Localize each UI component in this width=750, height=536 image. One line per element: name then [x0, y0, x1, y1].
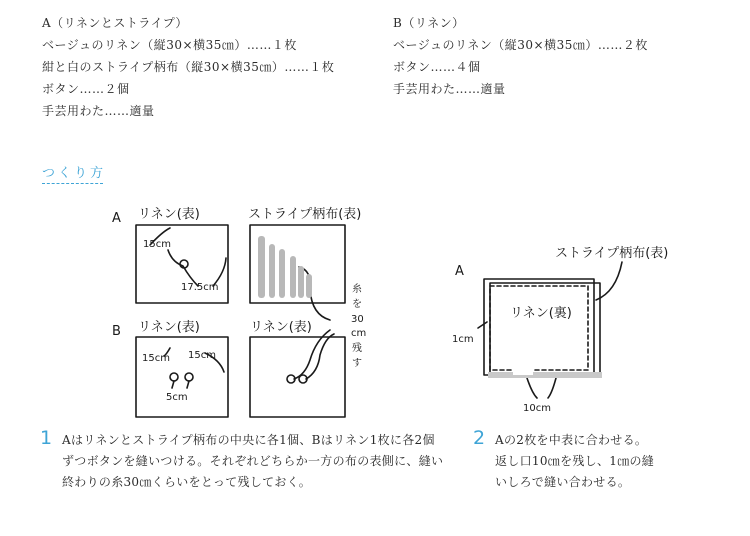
materials-a-item: ベージュのリネン（縦30×横35㎝）……１枚 — [42, 38, 297, 52]
thread-note: cm — [351, 328, 367, 339]
stripe-fabric-panel — [490, 283, 600, 373]
materials-b-title: B（リネン） — [393, 16, 465, 30]
thread-note: 残 — [352, 343, 362, 354]
seam-line — [490, 286, 588, 370]
label-b: B — [112, 324, 121, 339]
opening-label: 10cm — [523, 403, 551, 414]
step-text: ずつボタンを縫いつける。それぞれどちらか一方の布の表側に、縫い — [62, 454, 444, 468]
stripe-edge — [488, 372, 602, 378]
materials-b-item: ベージュのリネン（縦30×横35㎝）……２枚 — [393, 38, 648, 52]
step-number: 1 — [40, 427, 53, 449]
a-linen-title: リネン(表) — [138, 207, 200, 222]
a-stripe-title: ストライプ柄布(表) — [248, 207, 362, 222]
step-text: Aはリネンとストライプ柄布の中央に各1個、Bはリネン1枚に各2個 — [62, 433, 435, 447]
step-text: 終わりの糸30㎝くらいをとって残しておく。 — [62, 475, 312, 489]
seam-allowance-label: 1cm — [452, 334, 474, 345]
diagram2-label: A — [455, 264, 464, 279]
dim-15cm: 15cm — [143, 239, 171, 250]
materials-a-item: 手芸用わた……適量 — [42, 104, 155, 118]
step-text: Aの2枚を中表に合わせる。 — [495, 433, 648, 447]
stripe-fabric-label: ストライプ柄布(表) — [555, 246, 669, 261]
dim-15cm-left: 15cm — [142, 353, 170, 364]
materials-b-item: ボタン……４個 — [393, 60, 481, 74]
step-text: いしろで縫い合わせる。 — [495, 475, 631, 489]
dim-15cm-right: 15cm — [188, 350, 216, 361]
stripe-pattern — [258, 236, 312, 298]
linen-back-label: リネン(裏) — [510, 306, 572, 321]
button-icon — [170, 373, 178, 381]
linen-panel — [484, 279, 594, 375]
step-text: 返し口10㎝を残し、1㎝の縫 — [495, 454, 655, 468]
materials-a-item: ボタン……２個 — [42, 82, 130, 96]
section-title: つくり方 — [42, 166, 107, 181]
b-linen-panel-1 — [136, 337, 228, 417]
b-linen-title-2: リネン(表) — [250, 320, 312, 335]
step-number: 2 — [473, 427, 486, 449]
thread-note: す — [352, 358, 362, 369]
thread-note: を — [352, 299, 362, 310]
thread-note: 30 — [351, 314, 364, 325]
materials-a-item: 紺と白のストライプ柄布（縦30×横35㎝）……１枚 — [42, 60, 335, 74]
b-linen-title-1: リネン(表) — [138, 320, 200, 335]
button-icon — [185, 373, 193, 381]
dim-5cm: 5cm — [166, 392, 188, 403]
dim-17-5cm: 17.5cm — [181, 282, 219, 293]
materials-a-title: A（リネンとストライプ） — [42, 16, 188, 30]
materials-b-item: 手芸用わた……適量 — [393, 82, 506, 96]
thread-note: 糸 — [352, 284, 362, 295]
label-a: A — [112, 211, 121, 226]
opening-gap — [513, 367, 533, 375]
